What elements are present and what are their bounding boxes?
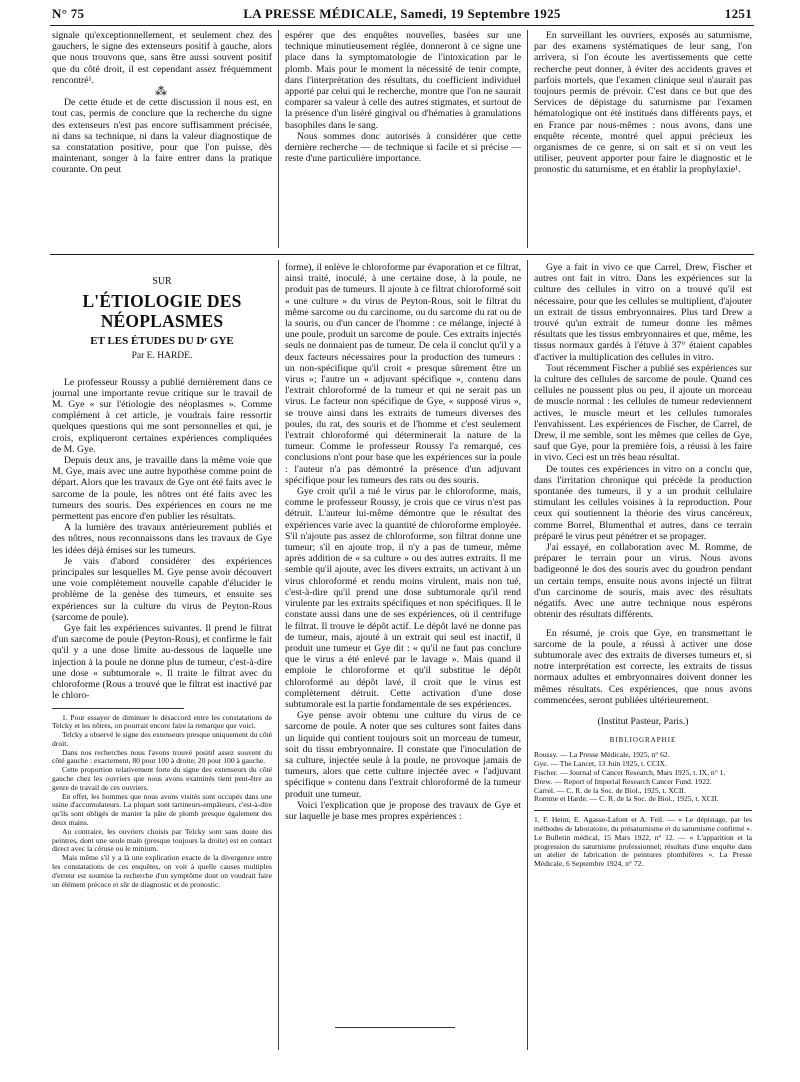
paragraph: Gye fait les expériences suivantes. Il prend le filtrat d'un sarcome de poule (Peyton-Rous), et confirme le fait qu'il y a une dose limite au-dessous de laquelle une injection à la poule ne donne plus de tumeur, c'est-à-dire une dose « subtumorale ». Il traite le filtrat avec du chloroforme (Rous a trouvé que le filtrat est inactivé par le chloro- xyxy=(52,623,272,702)
column-divider xyxy=(278,260,279,1050)
footnotes xyxy=(52,714,272,890)
paragraph: En surveillant les ouvriers, exposés au saturnisme, par des examens systématiques de leur sang, l'on arrivera, si l'on écoute les avertissements que cette recherche peut donner, à éviter des accidents graves et parfois mortels, que l'examen clinique seul n'aurait pas toujours permis de prévoir. C'est dans ce but que des Services de dépistage du saturnisme par l'examen hématologique ont été institués dans différents pays, et en France par nous-mêmes : nous avons, dans une enquête récente, montré quel appui précieux les organismes de ce genre, si on sait et si on veut les utiliser, peuvent apporter pour faire le diagnostic et le pronostic du saturnisme, et en établir la prophylaxie¹. xyxy=(534,30,752,176)
column-divider xyxy=(278,30,279,248)
paragraph: Gye pense avoir obtenu une culture du virus de ce sarcome de poule. A noter que ses cultures sont faites dans un liquide qui contient toujours soit un morceau de tumeur, soit du tissu embryonnaire. Il constate que l'inoculation de sa culture, injectée seule à la poule, ne provoque jamais de tumeurs, alors que cette culture injectée avec « l'adjuvant spécifique » contenu dans l'extrait chloroformé de la tumeur produit une tumeur. xyxy=(285,710,521,800)
paragraph: Depuis deux ans, je travaille dans la même voie que M. Gye, mais avec une autre hypothèse comme point de départ. Alors que les travaux de Gye ont été faits avec le sarcome de la poule, les nôtres ont été faits avec les tumeurs des souris. Des expériences en cours ne me permettent pas encore d'en publier les résultats. xyxy=(52,455,272,523)
paragraph: espérer que des enquêtes nouvelles, basées sur une technique minutieusement réglée, donneront à ce signe une place dans la symptomatologie de l'intoxication par le plomb. Mais pour le moment la nécessité de tenir compte, dans l'interprétation des résultats, du coefficient individuel apporté par celui qui le recherche, montre que l'on ne saurait comparer sa valeur à celle des autres stigmates, et surtout de la présence d'un liséré gingival ou d'hématies à granulations basophiles dans le sang. xyxy=(285,30,521,131)
page-number: 1251 xyxy=(724,6,752,21)
paragraph: De cette étude et de cette discussion il nous est, en tout cas, permis de conclure que la recherche du signe des extenseurs n'est pas encore suffisamment précisée, ni dans sa technique, ni dans la valeur diagnostique de sa constatation positive, pour que l'on puisse, dès maintenant, songer à la faire entrer dans la pratique courante. On peut xyxy=(52,97,272,176)
article-column-3 xyxy=(534,262,752,1072)
footnote: Au contraire, les ouvriers choisis par Telcky sont sans doute des peintres, dont une seule main (presque toujours la droite) est en contact direct avec la céruse ou le minium. xyxy=(52,826,272,854)
paragraph: signale qu'exceptionnellement, et seulement chez des gauchers, le signe des extenseurs positif à gauche, alors que nous trouvons que, sans être aussi souvent positif que du côté droit, il est cependant assez fréquemment rencontré¹. xyxy=(52,30,272,86)
title-prefix: SUR xyxy=(152,276,172,287)
article-subtitle: ET LES ÉTUDES DU Dʳ GYE xyxy=(90,335,234,348)
footnote: 1. Pour essayer de diminuer le désaccord entre les constatations de Telcky et les nôtres, on pourrait encore faire la remarque que voici. xyxy=(52,712,272,731)
bibliography-heading: BIBLIOGRAPHIE xyxy=(609,736,677,745)
bibliography-entry: Roussy. — La Presse Médicale, 1925, n° 62. xyxy=(534,750,670,760)
paragraph: forme), il enlève le chloroforme par évaporation et ce filtrat, ainsi traité, inoculé, à une certaine dose, à la poule, ne produit pas de tumeurs. Il ajoute à ce filtrat chloroformé soit « une culture » du virus de Peyton-Rous, soit le filtrat du même sarcome ou du carcinome, ou du sarcome du rat ou de la souris, ou d'un cancer de l'homme : ce mélange, injecté à une poule, produit un sarcome de poule. Ces extraits injectés seuls ne donnaient pas de tumeur. De cela il conclut qu'il y a deux facteurs nécessaires pour la production des tumeurs : un non-spécifique qu'il croit « presque sûrement être un virus »; l'autre un « adjuvant spécifique », contenu dans l'extrait chloroformé de la tumeur et qui ne serait pas un virus. Le facteur non spécifique de Gye, « supposé virus », se trouve ainsi dans les extraits de tumeurs diverses des poules, du rat, des souris et de l'homme et c'est seulement l'extrait chloroformé qui déterminerait la nature de la tumeur. Comme le professeur Roussy l'a remarqué, ces conclusions n'ont pour base que les expériences sur la poule : l'auteur n'a pas démontré la présence d'un adjuvant spécifique pour les tumeurs des rats ou des souris. xyxy=(285,262,521,486)
footnote-rule xyxy=(534,810,752,811)
paragraph: J'ai essayé, en collaboration avec M. Romme, de préparer le terrain pour un virus. Nous avons badigeonné le dos des souris avec du goudron pendant un certain temps, ensuite nous avons injecté un filtrat d'un carcinome de souris, mais avec des résultats négatifs. Avec une autre technique nous espérons obtenir des résultats différents. xyxy=(534,542,752,621)
asterism: ⁂ xyxy=(155,84,169,99)
footnote: Cette proportion relativement forte du signe des extenseurs du côté gauche chez les ouvriers que nous avons examinés tient peut-être au genre de travail de ces ouvriers. xyxy=(52,765,272,792)
end-footnote: 1. F. Heim, E. Agasse-Lafont et A. Feil. — « Le dépistage, par les méthodes de laboratoire, du présaturnisme et du saturnisme confirmé ». Le Bulletin médical, 15 Mars 1922, n° 12. — « L'apparition et la progression du saturnisme professionnel; résultats d'une enquête dans un atelier de fabrication de peintures plombifères ». La Presse Médicale, 6 Septembre 1924, n° 72. xyxy=(534,815,752,869)
top-column-2 xyxy=(285,30,521,250)
bibliography-entry: Gye. — The Lancet, 13 Juin 1925, t. CCIX. xyxy=(534,759,667,769)
paragraph: En résumé, je crois que Gye, en transmettant le sarcome de la poule, a réussi à activer une dose subtumorale avec des extraits de diverses tumeurs et, si notre interprétation est correcte, les extraits de tissus normaux adultes et embryonnaires doivent donner les mêmes résultats. Ces expériences, que nous avons commencées, seront publiées ultérieurement. xyxy=(534,627,752,706)
footnote: Mais même s'il y a là une explication exacte de la divergence entre les constatations de ces enquêtes, on voit à quelle causes multiples d'erreur est soumise la recherche d'un symptôme dont on voudrait faire un élément précoce et sûr de diagnostic et de pronostic. xyxy=(52,853,272,889)
bibliography-entry: Fischer. — Journal of Cancer Research, Mars 1925, t. IX, n° 1. xyxy=(534,767,726,777)
article-column-2 xyxy=(285,262,521,1022)
paragraph: Voici l'explication que je propose des travaux de Gye et sur laquelle je base mes propres expériences : xyxy=(285,799,521,822)
article-title: L'ÉTIOLOGIE DES NÉOPLASMES xyxy=(82,291,242,332)
paragraph: Gye a fait in vivo ce que Carrel, Drew, Fischer et autres ont fait in vitro. Dans les expériences sur la culture des cellules in vitro on a trouvé qu'il est nécessaire, pour que les cellules se multiplient, d'ajouter un extrait de tissus embryonnaires. Plus tard Drew a trouvé qu'un extrait de tumeur donne les mêmes résultats que les tissus embryonnaires et que, même, les tissus normaux gardés à l'étuve à 37° étaient capables d'activer la multiplication des cellules in vitro. xyxy=(534,262,752,363)
end-rule xyxy=(335,1027,455,1028)
paragraph: A la lumière des travaux antérieurement publiés et des nôtres, nous reconnaissons dans les travaux de Gye les idées déjà émises sur les tumeurs. xyxy=(52,522,272,556)
footnote: En effet, les hommes que nous avons visités sont occupés dans une usine d'accumulateurs. La plupart sont tartineurs-empâteurs, c'est-à-dire qu'ils sont obligés de manier la pâte de plomb presque également des deux mains. xyxy=(52,791,272,828)
footnote: Dans nos recherches nous l'avons trouvé positif assez souvent du côté gauche : exactement, 80 pour 100 à droite; 20 pour 100 à gauche. xyxy=(52,747,272,766)
running-header xyxy=(52,6,752,24)
top-column-1 xyxy=(52,30,272,250)
journal-title: LA PRESSE MÉDICALE, Samedi, 19 Septembre 1925 xyxy=(243,6,561,21)
bibliography-entry: Romme et Harde. — C. R. de la Soc. de Biol., 1925, t. XCII. xyxy=(534,794,719,804)
bibliography xyxy=(534,751,752,804)
footnote: Telcky a observé le signe des extenseurs presque uniquement du côté droit. xyxy=(52,730,272,748)
paragraph: Nous sommes donc autorisés à considérer que cette dernière recherche — de technique si facile et si précise — reste d'une particulière importance. xyxy=(285,130,521,165)
paragraph: Le professeur Roussy a publié dernièrement dans ce journal une importante revue critique sur le travail de M. Gye « sur l'étiologie des néoplasmes ». Comme complément à cet article, je voudrais faire ressortir quelques questions qui me sont personnelles et qui, je crois, expliqueront certaines expériences compliquées de M. Gye. xyxy=(52,376,272,455)
footnote-rule xyxy=(52,708,184,709)
paragraph: De toutes ces expériences in vitro on a conclu que, dans l'irritation chronique qui précède la production spontanée des tumeurs, il y a un produit cellulaire stimulant les cellules voisines à la reproduction. Pour ceux qui soutiennent la théorie des virus cancéreux, comme Borrel, Blumenthal et autres, dans ce terrain préparé le virus peut pénétrer et se propager. xyxy=(534,463,752,542)
header-rule xyxy=(50,25,754,26)
column-divider xyxy=(527,30,528,248)
bibliography-entry: Drew. — Report of Imperial Research Cancer Fund. 1922. xyxy=(534,776,712,786)
issue-number: N° 75 xyxy=(52,6,85,21)
paragraph: Gye croit qu'il a tué le virus par le chloroforme, mais, comme le professeur Roussy, je crois que ce virus n'est pas détruit. L'auteur lui-même démontre que le résultat des expériences varie avec la quantité de chloroforme employée. S'il n'ajoute pas assez de chloroforme, son filtrat donne une tumeur; s'il en ajoute trop, il n'y a pas de tumeur, même après addition de « sa culture » ou des autres extraits. Il me semble qu'il ajoute, avec les divers extraits, un activant à un virus chloroformé et rendu moins virulent, mais non tué, c'est-à-dire qu'il prend une dose subtumorale qu'il rend virulente par les extraits spécifiques et non spécifiques. Il le constate aussi dans une de ses expériences, où il centrifuge le filtrat. Il trouve le dépôt actif. Le dépôt lavé ne donne pas de tumeur, mais, ajouté à un extrait qui seul est inactif, il produit une tumeur et Gye dit : « qu'il ne faut pas conclure que le virus a été enlevé par le lavage ». Mais quand il emploie le chloroforme et qu'il substitue le dépôt chloroformé au dépôt lavé, il croit que le virus est complètement détruit. Cette activation d'une dose subtumorale est la partie fondamentale de ses expériences. xyxy=(285,486,521,710)
paragraph: Je vais d'abord considérer des expériences principales sur lesquelles M. Gye pense avoir découvert une voie complètement nouvelle capable d'élucider le problème de la genèse des tumeurs, et ensuite ses expériences sur la culture du virus de Peyton-Rous (sarcome de poule). xyxy=(52,555,272,623)
article-author: Par E. HARDE. xyxy=(131,351,193,362)
bibliography-entry: Carrel. — C. R. de la Soc. de Biol., 1925, t. XCII. xyxy=(534,785,686,795)
column-divider xyxy=(527,260,528,1050)
section-rule xyxy=(50,254,754,255)
top-column-3 xyxy=(534,30,752,250)
paragraph: Tout récemment Fischer a publié ses expériences sur la culture des cellules de sarcome de poule. Quand ces cellules ne poussent plus ou peu, il ajoute un morceau de muscle normal : les cellules de tumeur redeviennent actives, le muscle meurt et les cellules tumorales l'envahissent. Les expériences de Fischer, de Carrel, de Drew, il me semble, sont les mêmes que celles de Gye, sauf que Gye, pour la première fois, a réussi à les faire in vivo. Ceci est un très beau résultat. xyxy=(534,362,752,464)
institution: (Institut Pasteur, Paris.) xyxy=(597,715,689,727)
article-column-1 xyxy=(52,262,272,1062)
